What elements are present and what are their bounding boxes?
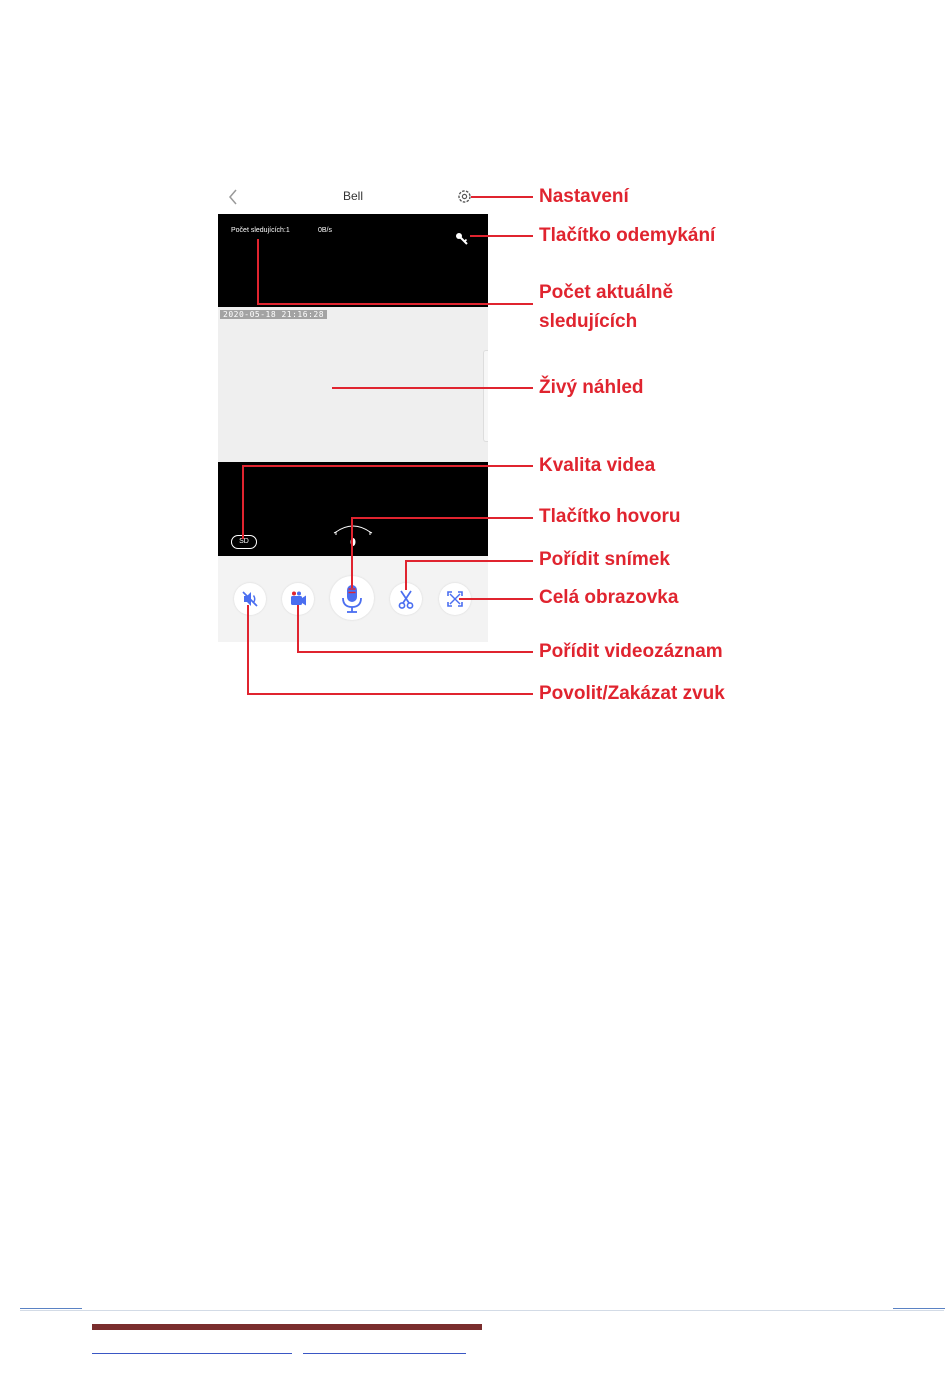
record-icon <box>282 583 314 615</box>
viewer-count: Počet sledujících:1 <box>231 227 290 234</box>
talk-button[interactable] <box>330 576 374 620</box>
label-talk-button: Tlačítko hovoru <box>539 506 681 527</box>
app-screenshot <box>218 180 488 642</box>
sound-off-icon <box>234 583 266 615</box>
label-record: Pořídit videozáznam <box>539 641 723 662</box>
footer-rule <box>20 1310 944 1311</box>
footer-accent-left <box>20 1308 82 1309</box>
snapshot-button[interactable] <box>390 583 422 615</box>
fullscreen-button[interactable] <box>439 583 471 615</box>
fullscreen-icon <box>439 583 471 615</box>
footer-link-underline[interactable] <box>92 1353 292 1354</box>
sound-toggle-button[interactable] <box>234 583 266 615</box>
quality-badge[interactable]: SD <box>231 535 257 549</box>
live-video[interactable] <box>218 214 488 556</box>
label-snapshot: Pořídit snímek <box>539 549 670 570</box>
label-live-view: Živý náhled <box>539 377 644 398</box>
ptz-icon[interactable] <box>333 520 373 550</box>
footer-link-underline[interactable] <box>303 1353 466 1354</box>
app-header <box>218 180 488 214</box>
key-icon[interactable] <box>455 232 469 246</box>
microphone-icon <box>330 576 374 620</box>
label-sound-toggle: Povolit/Zakázat zvuk <box>539 683 725 704</box>
side-handle[interactable] <box>483 350 488 442</box>
label-viewers-line1: Počet aktuálně <box>539 282 674 303</box>
scissors-icon <box>390 583 422 615</box>
live-view-area <box>218 307 488 462</box>
footer-bar <box>92 1324 482 1330</box>
timestamp: 2020-05-18 21:16:28 <box>220 310 327 319</box>
label-unlock: Tlačítko odemykání <box>539 225 716 246</box>
label-viewers-line2: sledujících <box>539 311 638 332</box>
label-settings: Nastavení <box>539 186 629 207</box>
label-fullscreen: Celá obrazovka <box>539 587 679 608</box>
gear-icon[interactable] <box>456 188 473 205</box>
bitrate: 0B/s <box>318 227 333 234</box>
label-video-quality: Kvalita videa <box>539 455 656 476</box>
app-title: Bell <box>342 189 363 203</box>
footer-accent-right <box>893 1308 945 1309</box>
record-button[interactable] <box>282 583 314 615</box>
control-bar <box>218 556 488 642</box>
